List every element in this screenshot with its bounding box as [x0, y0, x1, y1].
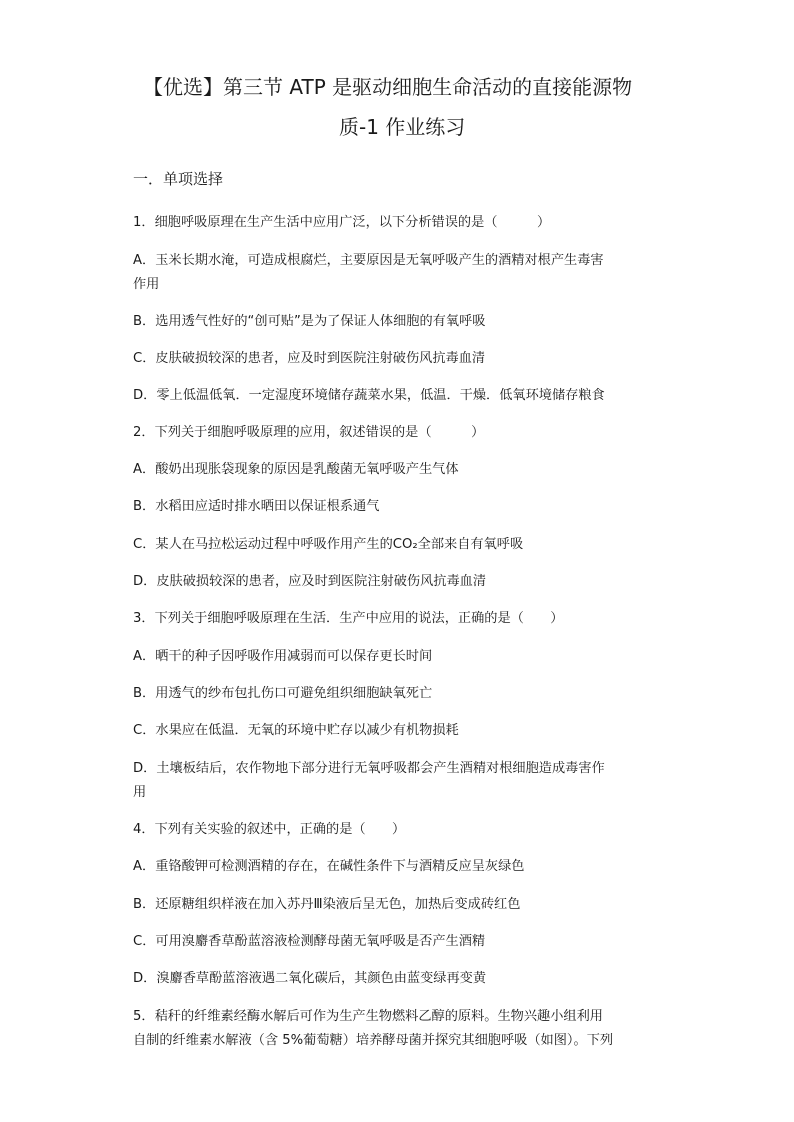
question-4-stem: 4．下列有关实验的叙述中，正确的是（ ） — [133, 822, 406, 837]
question-4-option-c: C．可用溴麝香草酚蓝溶液检测酵母菌无氧呼吸是否产生酒精 — [133, 934, 486, 949]
document-title-line-2: 质-1 作业练习 — [339, 115, 466, 139]
question-2-stem: 2．下列关于细胞呼吸原理的应用，叙述错误的是（ ） — [133, 425, 485, 440]
question-1-option-a-cont: 作用 — [133, 277, 160, 292]
question-5-stem: 5．秸秆的纤维素经酶水解后可作为生产生物燃料乙醇的原料。生物兴趣小组利用 — [133, 1009, 603, 1024]
question-4-option-a: A．重铬酸钾可检测酒精的存在，在碱性条件下与酒精反应呈灰绿色 — [133, 859, 525, 874]
question-2-option-b: B．水稻田应适时排水晒田以保证根系通气 — [133, 499, 380, 514]
question-3-option-c: C．水果应在低温．无氧的环境中贮存以减少有机物损耗 — [133, 723, 459, 738]
question-4-option-b: B．还原糖组织样液在加入苏丹Ⅲ染液后呈无色，加热后变成砖红色 — [133, 897, 521, 912]
question-3-option-d-cont: 用 — [133, 785, 147, 800]
question-3-option-d: D．土壤板结后，农作物地下部分进行无氧呼吸都会产生酒精对根细胞造成毒害作 — [133, 761, 605, 776]
question-1-option-c: C．皮肤破损较深的患者，应及时到医院注射破伤风抗毒血清 — [133, 351, 486, 366]
question-1-stem: 1．细胞呼吸原理在生产生活中应用广泛，以下分析错误的是（ ） — [133, 215, 551, 230]
document-title-line-1: 【优选】第三节 ATP 是驱动细胞生命活动的直接能源物 — [143, 75, 633, 99]
question-1-option-a: A．玉米长期水淹，可造成根腐烂，主要原因是无氧呼吸产生的酒精对根产生毒害 — [133, 253, 604, 268]
question-2-option-d: D．皮肤破损较深的患者，应及时到医院注射破伤风抗毒血清 — [133, 574, 487, 589]
question-4-option-d: D．溴麝香草酚蓝溶液遇二氧化碳后，其颜色由蓝变绿再变黄 — [133, 971, 487, 986]
question-1-option-b: B．选用透气性好的“创可贴”是为了保证人体细胞的有氧呼吸 — [133, 314, 486, 329]
question-3-stem: 3．下列关于细胞呼吸原理在生活．生产中应用的说法，正确的是（ ） — [133, 611, 564, 626]
question-2-option-c: C．某人在马拉松运动过程中呼吸作用产生的CO₂全部来自有氧呼吸 — [133, 537, 524, 552]
question-1-option-d: D．零上低温低氧．一定湿度环境储存蔬菜水果，低温．干燥．低氧环境储存粮食 — [133, 388, 605, 403]
question-5-stem-cont: 自制的纤维素水解液（含 5%葡萄糖）培养酵母菌并探究其细胞呼吸（如图）。下列 — [133, 1033, 614, 1048]
question-3-option-a: A．晒干的种子因呼吸作用减弱而可以保存更长时间 — [133, 649, 433, 664]
question-2-option-a: A．酸奶出现胀袋现象的原因是乳酸菌无氧呼吸产生气体 — [133, 462, 459, 477]
question-3-option-b: B．用透气的纱布包扎伤口可避免组织细胞缺氧死亡 — [133, 686, 433, 701]
section-heading: 一．单项选择 — [133, 170, 224, 188]
